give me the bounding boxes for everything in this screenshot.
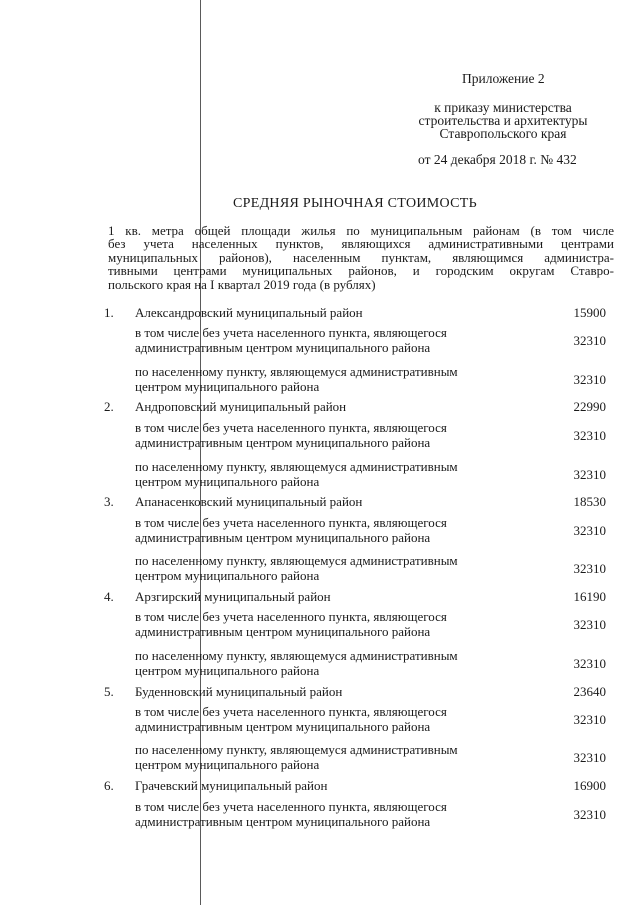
row-label xyxy=(135,742,458,772)
order-line: строительства и архитектуры xyxy=(418,113,588,128)
row-label xyxy=(135,799,447,829)
row-label xyxy=(135,420,447,450)
order-date: от 24 декабря 2018 г. № 432 xyxy=(418,152,577,167)
price-value: 32310 xyxy=(573,561,606,576)
row-label xyxy=(135,589,331,604)
row-number: 3. xyxy=(104,494,114,509)
price-value: 32310 xyxy=(573,750,606,765)
row-label xyxy=(135,553,458,583)
price-value: 32310 xyxy=(573,372,606,387)
row-label-line: в том числе без учета населенного пункта, являющегося xyxy=(135,609,447,624)
row-label xyxy=(135,515,447,545)
row-label-line: по населенному пункту, являющемуся административным xyxy=(135,364,458,379)
row-label-line: в том числе без учета населенного пункта, являющегося xyxy=(135,325,447,340)
price-value: 32310 xyxy=(573,523,606,538)
appendix-label: Приложение 2 xyxy=(462,71,545,86)
order-line: к приказу министерства xyxy=(434,100,572,115)
subtitle-line: тивными центрами муниципальных районов, и городским округам Ставро- xyxy=(108,263,614,279)
row-label-line: административным центром муниципального района xyxy=(135,719,431,734)
row-label-line: административным центром муниципального района xyxy=(135,340,431,355)
row-label-line: Арзгирский муниципальный район xyxy=(135,589,331,604)
row-number: 1. xyxy=(104,305,114,320)
row-number: 6. xyxy=(104,778,114,793)
price-value: 32310 xyxy=(573,333,606,348)
price-value: 32310 xyxy=(573,712,606,727)
price-value: 23640 xyxy=(573,684,606,699)
row-label-line: административным центром муниципального района xyxy=(135,530,431,545)
row-label xyxy=(135,459,458,489)
row-label-line: центром муниципального района xyxy=(135,663,320,678)
row-label-line: по населенному пункту, являющемуся административным xyxy=(135,648,458,663)
row-label-line: административным центром муниципального района xyxy=(135,435,431,450)
row-label-line: центром муниципального района xyxy=(135,379,320,394)
price-value: 15900 xyxy=(573,305,606,320)
row-number: 2. xyxy=(104,399,114,414)
price-value: 22990 xyxy=(573,399,606,414)
document-title: СРЕДНЯЯ РЫНОЧНАЯ СТОИМОСТЬ xyxy=(233,196,477,211)
subtitle-line: без учета населенных пунктов, являющихся административными центрами xyxy=(108,236,614,252)
row-label-line: административным центром муниципального района xyxy=(135,814,431,829)
row-label xyxy=(135,305,363,320)
row-label-line: по населенному пункту, являющемуся административным xyxy=(135,459,458,474)
row-number: 4. xyxy=(104,589,114,604)
row-label xyxy=(135,399,346,414)
row-label-line: в том числе без учета населенного пункта, являющегося xyxy=(135,420,447,435)
price-value: 32310 xyxy=(573,617,606,632)
row-label-line: по населенному пункту, являющемуся административным xyxy=(135,742,458,757)
price-value: 18530 xyxy=(573,494,606,509)
row-label xyxy=(135,494,362,509)
price-value: 32310 xyxy=(573,428,606,443)
row-label xyxy=(135,778,327,793)
row-label-line: Андроповский муниципальный район xyxy=(135,399,347,414)
row-label-line: Грачевский муниципальный район xyxy=(135,778,328,793)
row-label-line: административным центром муниципального района xyxy=(135,624,431,639)
row-label-line: в том числе без учета населенного пункта, являющегося xyxy=(135,515,447,530)
row-label xyxy=(135,325,447,355)
subtitle-line: муниципальных районов), населенным пунктам, являющимся администра- xyxy=(108,249,614,265)
row-label xyxy=(135,609,447,639)
row-label-line: Буденновский муниципальный район xyxy=(135,684,343,699)
row-label-line: в том числе без учета населенного пункта, являющегося xyxy=(135,704,447,719)
document-subtitle xyxy=(108,224,614,291)
row-label-line: в том числе без учета населенного пункта, являющегося xyxy=(135,799,447,814)
order-line: Ставропольского края xyxy=(439,126,567,141)
price-value: 32310 xyxy=(573,807,606,822)
subtitle-line: польского края на I квартал 2019 года (в рублях) xyxy=(108,276,376,292)
price-value: 32310 xyxy=(573,656,606,671)
row-label-line: по населенному пункту, являющемуся административным xyxy=(135,553,458,568)
row-number: 5. xyxy=(104,684,114,699)
row-label-line: Александровский муниципальный район xyxy=(135,305,363,320)
row-label-line: центром муниципального района xyxy=(135,568,320,583)
order-reference xyxy=(408,101,598,140)
price-value: 16190 xyxy=(573,589,606,604)
row-label-line: центром муниципального района xyxy=(135,474,320,489)
price-value: 32310 xyxy=(573,467,606,482)
price-value: 16900 xyxy=(573,778,606,793)
row-label xyxy=(135,364,458,394)
subtitle-line: 1 кв. метра общей площади жилья по муниципальным районам (в том числе xyxy=(108,223,614,238)
row-label xyxy=(135,684,342,699)
row-label-line: центром муниципального района xyxy=(135,757,320,772)
row-label-line: Апанасенковский муниципальный район xyxy=(135,494,363,509)
row-label xyxy=(135,704,447,734)
row-label xyxy=(135,648,458,678)
